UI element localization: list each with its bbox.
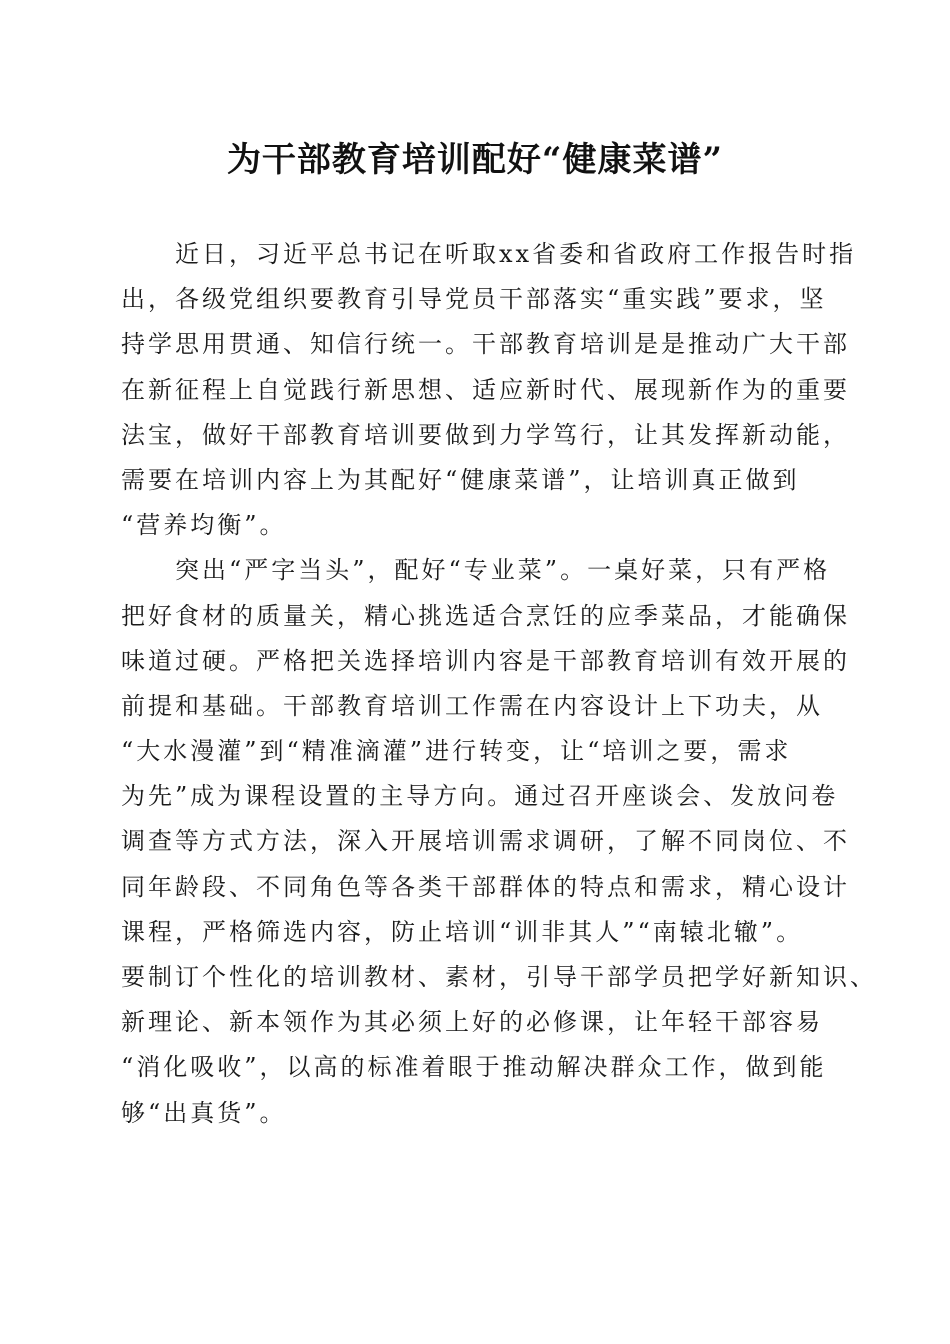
paragraph-2 xyxy=(121,548,877,1181)
text-line: “消化吸收”，以高的标准着眼于推动解决群众工作，做到能 xyxy=(121,1053,827,1082)
text-line: 在新征程上自觉践行新思想、适应新时代、展现新作为的重要 xyxy=(121,375,850,404)
text-line: 持学思用贯通、知信行统一。干部教育培训是是推动广大干部 xyxy=(121,330,850,359)
text-line: “大水漫灌”到“精准滴灌”进行转变，让“培训之要，需求 xyxy=(121,737,792,766)
page-title: 为干部教育培训配好“健康菜谱” xyxy=(226,140,724,180)
text-line: “营养均衡”。 xyxy=(121,511,287,540)
text-line: 课程，严格筛选内容，防止培训“训非其人”“南辕北辙”。 xyxy=(121,917,804,946)
text-line: 突出“严字当头”，配好“专业菜”。一桌好菜，只有严格 xyxy=(121,556,831,585)
text-line: 味道过硬。严格把关选择培训内容是干部教育培训有效开展的 xyxy=(121,646,850,675)
text-line: 够“出真货”。 xyxy=(121,1098,287,1127)
text-line: 要制订个性化的培训教材、素材，引导干部学员把学好新知识、 xyxy=(121,963,877,991)
text-line: 前提和基础。干部教育培训工作需在内容设计上下功夫，从 xyxy=(121,691,823,720)
text-line: 出，各级党组织要教育引导党员干部落实“重实践”要求，坚 xyxy=(121,285,827,314)
text-line xyxy=(121,1136,823,1181)
text-line: 调查等方式方法，深入开展培训需求调研，了解不同岗位、不 xyxy=(121,827,850,856)
text-line: 近日，习近平总书记在听取xx省委和省政府工作报告时指 xyxy=(121,240,857,268)
text-line: 同年龄段、不同角色等各类干部群体的特点和需求，精心设计 xyxy=(121,872,850,901)
text-line: 为先”成为课程设置的主导方向。通过召开座谈会、发放问卷 xyxy=(121,782,839,811)
text-line: 把好食材的质量关，精心挑选适合烹饪的应季菜品，才能确保 xyxy=(121,601,850,630)
text-line: 需要在培训内容上为其配好“健康菜谱”，让培训真正做到 xyxy=(121,465,800,494)
text-line: 法宝，做好干部教育培训要做到力学笃行，让其发挥新动能， xyxy=(121,420,850,449)
document-body xyxy=(121,232,877,1181)
text-line: 新理论、新本领作为其必须上好的必修课，让年轻干部容易 xyxy=(121,1008,823,1037)
paragraph-1 xyxy=(121,232,857,548)
